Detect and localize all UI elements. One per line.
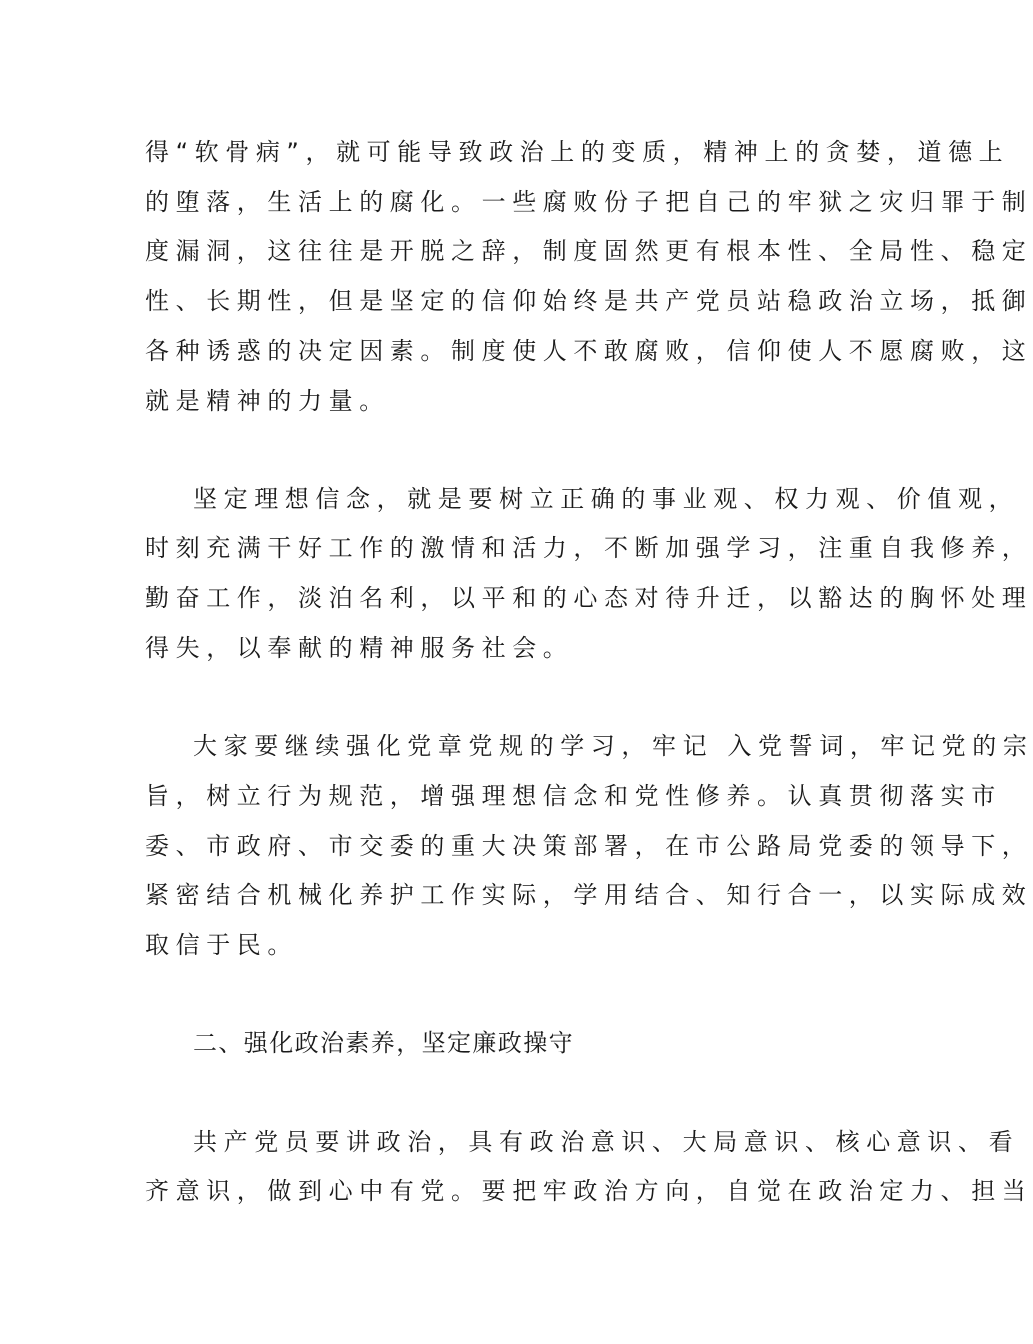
- paragraph-2-line-4: 得失，以奉献的精神服务社会。: [145, 634, 574, 662]
- paragraph-3-line-5: 取信于民。: [145, 931, 298, 959]
- paragraph-3-line-1: 大家要继续强化党章党规的学习，牢记 入党誓词，牢记党的宗: [193, 732, 1033, 760]
- paragraph-5-line-2: 齐意识，做到心中有党。要把牢政治方向，自觉在政治定力、担当: [145, 1177, 1033, 1205]
- paragraph-1-line-5: 各种诱惑的决定因素。制度使人不敢腐败，信仰使人不愿腐败，这: [145, 337, 1033, 365]
- paragraph-1-line-6: 就是精神的力量。: [145, 387, 390, 415]
- paragraph-3-line-3: 委、市政府、市交委的重大决策部署，在市公路局党委的领导下，: [145, 832, 1033, 860]
- paragraph-3-line-2: 旨，树立行为规范，增强理想信念和党性修养。认真贯彻落实市: [145, 782, 1002, 810]
- paragraph-1-line-1: 得“软骨病”，就可能导致政治上的变质，精神上的贪婪，道德上: [145, 138, 1010, 166]
- paragraph-5-line-1: 共产党员要讲政治，具有政治意识、大局意识、核心意识、看: [193, 1128, 1020, 1156]
- section-heading: 二、强化政治素养，坚定廉政操守: [193, 1029, 574, 1057]
- paragraph-2-line-1: 坚定理想信念，就是要树立正确的事业观、权力观、价值观，: [193, 485, 1020, 513]
- paragraph-1-line-4: 性、长期性，但是坚定的信仰始终是共产党员站稳政治立场，抵御: [145, 287, 1033, 315]
- paragraph-1-line-2: 的堕落，生活上的腐化。一些腐败份子把自己的牢狱之灾归罪于制: [145, 188, 1033, 216]
- paragraph-3-line-4: 紧密结合机械化养护工作实际，学用结合、知行合一，以实际成效: [145, 881, 1033, 909]
- paragraph-1-line-3: 度漏洞，这往往是开脱之辞，制度固然更有根本性、全局性、稳定: [145, 237, 1033, 265]
- paragraph-2-line-3: 勤奋工作，淡泊名利，以平和的心态对待升迁，以豁达的胸怀处理: [145, 584, 1033, 612]
- paragraph-2-line-2: 时刻充满干好工作的激情和活力，不断加强学习，注重自我修养，: [145, 534, 1033, 562]
